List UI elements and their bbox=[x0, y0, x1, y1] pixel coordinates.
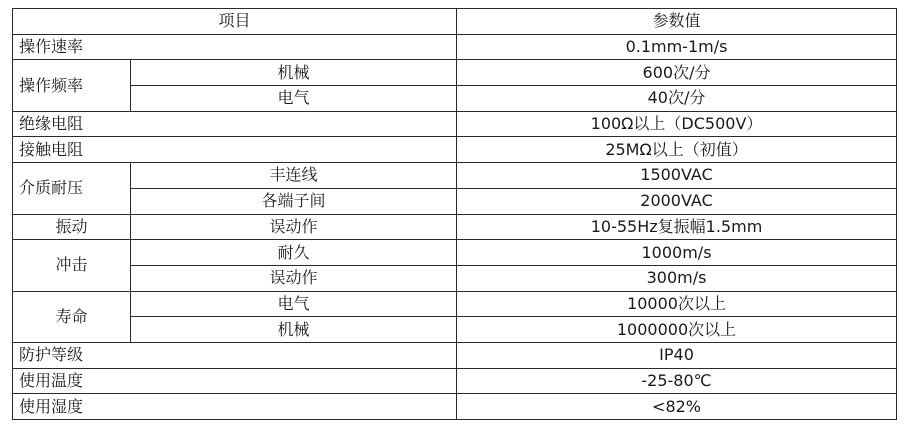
row-value: 100Ω以上（DC500V） bbox=[457, 111, 897, 137]
row-value: 25MΩ以上（初值） bbox=[457, 137, 897, 163]
row-value: 40次/分 bbox=[457, 86, 897, 112]
row-sublabel: 误动作 bbox=[131, 265, 457, 291]
table-row bbox=[13, 214, 897, 240]
row-value: 1000m/s bbox=[457, 240, 897, 266]
row-label: 防护等级 bbox=[13, 342, 457, 368]
row-value: IP40 bbox=[457, 342, 897, 368]
row-value: 10000次以上 bbox=[457, 291, 897, 317]
table-row bbox=[13, 60, 897, 86]
row-value: 1000000次以上 bbox=[457, 317, 897, 343]
row-sublabel: 丰连线 bbox=[131, 163, 457, 189]
table-row bbox=[13, 317, 897, 343]
row-label: 冲击 bbox=[13, 240, 131, 291]
row-label: 使用湿度 bbox=[13, 394, 457, 420]
row-label: 接触电阻 bbox=[13, 137, 457, 163]
table-row bbox=[13, 188, 897, 214]
row-label: 介质耐压 bbox=[13, 163, 131, 214]
table-header-row bbox=[13, 9, 897, 35]
row-sublabel: 电气 bbox=[131, 86, 457, 112]
spec-sheet bbox=[12, 8, 896, 420]
row-sublabel: 误动作 bbox=[131, 214, 457, 240]
row-value: 600次/分 bbox=[457, 60, 897, 86]
row-value: -25-80℃ bbox=[457, 368, 897, 394]
table-row bbox=[13, 34, 897, 60]
header-item: 项目 bbox=[13, 9, 457, 35]
table-row bbox=[13, 265, 897, 291]
row-sublabel: 机械 bbox=[131, 60, 457, 86]
row-label: 操作速率 bbox=[13, 34, 457, 60]
row-value: 10-55Hz复振幅1.5mm bbox=[457, 214, 897, 240]
table-row bbox=[13, 291, 897, 317]
table-row bbox=[13, 163, 897, 189]
row-label: 操作频率 bbox=[13, 60, 131, 111]
table-row bbox=[13, 111, 897, 137]
row-label: 绝缘电阻 bbox=[13, 111, 457, 137]
table-row bbox=[13, 368, 897, 394]
row-sublabel: 电气 bbox=[131, 291, 457, 317]
row-label: 寿命 bbox=[13, 291, 131, 342]
row-value: 300m/s bbox=[457, 265, 897, 291]
table-row bbox=[13, 240, 897, 266]
table-row bbox=[13, 86, 897, 112]
table-row bbox=[13, 137, 897, 163]
spec-table bbox=[12, 8, 897, 420]
row-value: 2000VAC bbox=[457, 188, 897, 214]
table-row bbox=[13, 342, 897, 368]
row-sublabel: 机械 bbox=[131, 317, 457, 343]
row-label: 使用温度 bbox=[13, 368, 457, 394]
row-sublabel: 各端子间 bbox=[131, 188, 457, 214]
header-value: 参数值 bbox=[457, 9, 897, 35]
row-label: 振动 bbox=[13, 214, 131, 240]
row-value: 0.1mm-1m/s bbox=[457, 34, 897, 60]
table-row bbox=[13, 394, 897, 420]
row-value: <82% bbox=[457, 394, 897, 420]
row-value: 1500VAC bbox=[457, 163, 897, 189]
row-sublabel: 耐久 bbox=[131, 240, 457, 266]
